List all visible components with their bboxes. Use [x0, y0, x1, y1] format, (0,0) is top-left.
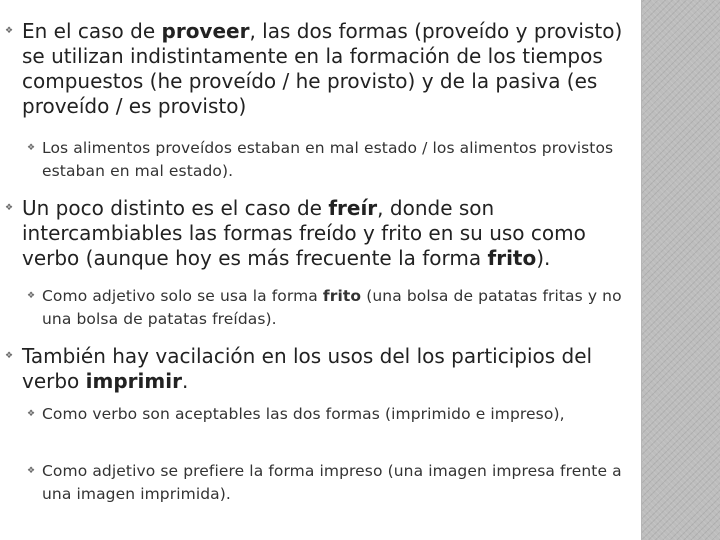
- bullet-text: Como adjetivo solo se usa la forma frito (una bolsa de patatas fritas y no una bolsa de patatas freídas).: [42, 287, 622, 328]
- bullet-marker-icon: ❖: [27, 291, 36, 301]
- sub-bullet-item: [27, 403, 638, 426]
- bullet-text: Un poco distinto es el caso de freír, donde son intercambiables las formas freído y frito en su uso como verbo (aunque hoy es más frecuente la forma frito).: [22, 196, 586, 270]
- bullet-marker-icon: ❖: [5, 203, 14, 213]
- bullet-text: Como verbo son aceptables las dos formas (imprimido e impreso),: [42, 405, 565, 423]
- bullet-text: También hay vacilación en los usos del los participios del verbo imprimir.: [22, 344, 593, 393]
- bullet-item: [5, 19, 634, 119]
- bullet-marker-icon: ❖: [5, 351, 14, 361]
- bullet-marker-icon: ❖: [5, 26, 14, 36]
- bullet-text: En el caso de proveer, las dos formas (proveído y provisto) se utilizan indistintamente en la formación de los tiempos compuestos (he proveído / he provisto) y de la pasiva (es proveído / es provisto): [22, 19, 623, 118]
- bullet-text: Los alimentos proveídos estaban en mal estado / los alimentos provistos estaban en mal estado).: [42, 139, 614, 180]
- decorative-sidebar: [642, 0, 720, 540]
- sub-bullet-item: [27, 460, 638, 506]
- bullet-item: [5, 196, 634, 271]
- bullet-marker-icon: ❖: [27, 466, 36, 476]
- sub-bullet-item: [27, 137, 638, 183]
- bullet-item: [5, 344, 634, 394]
- bullet-marker-icon: ❖: [27, 143, 36, 153]
- sub-bullet-item: [27, 285, 638, 331]
- bullet-text: Como adjetivo se prefiere la forma impreso (una imagen impresa frente a una imagen imprimida).: [42, 462, 622, 503]
- bullet-marker-icon: ❖: [27, 409, 36, 419]
